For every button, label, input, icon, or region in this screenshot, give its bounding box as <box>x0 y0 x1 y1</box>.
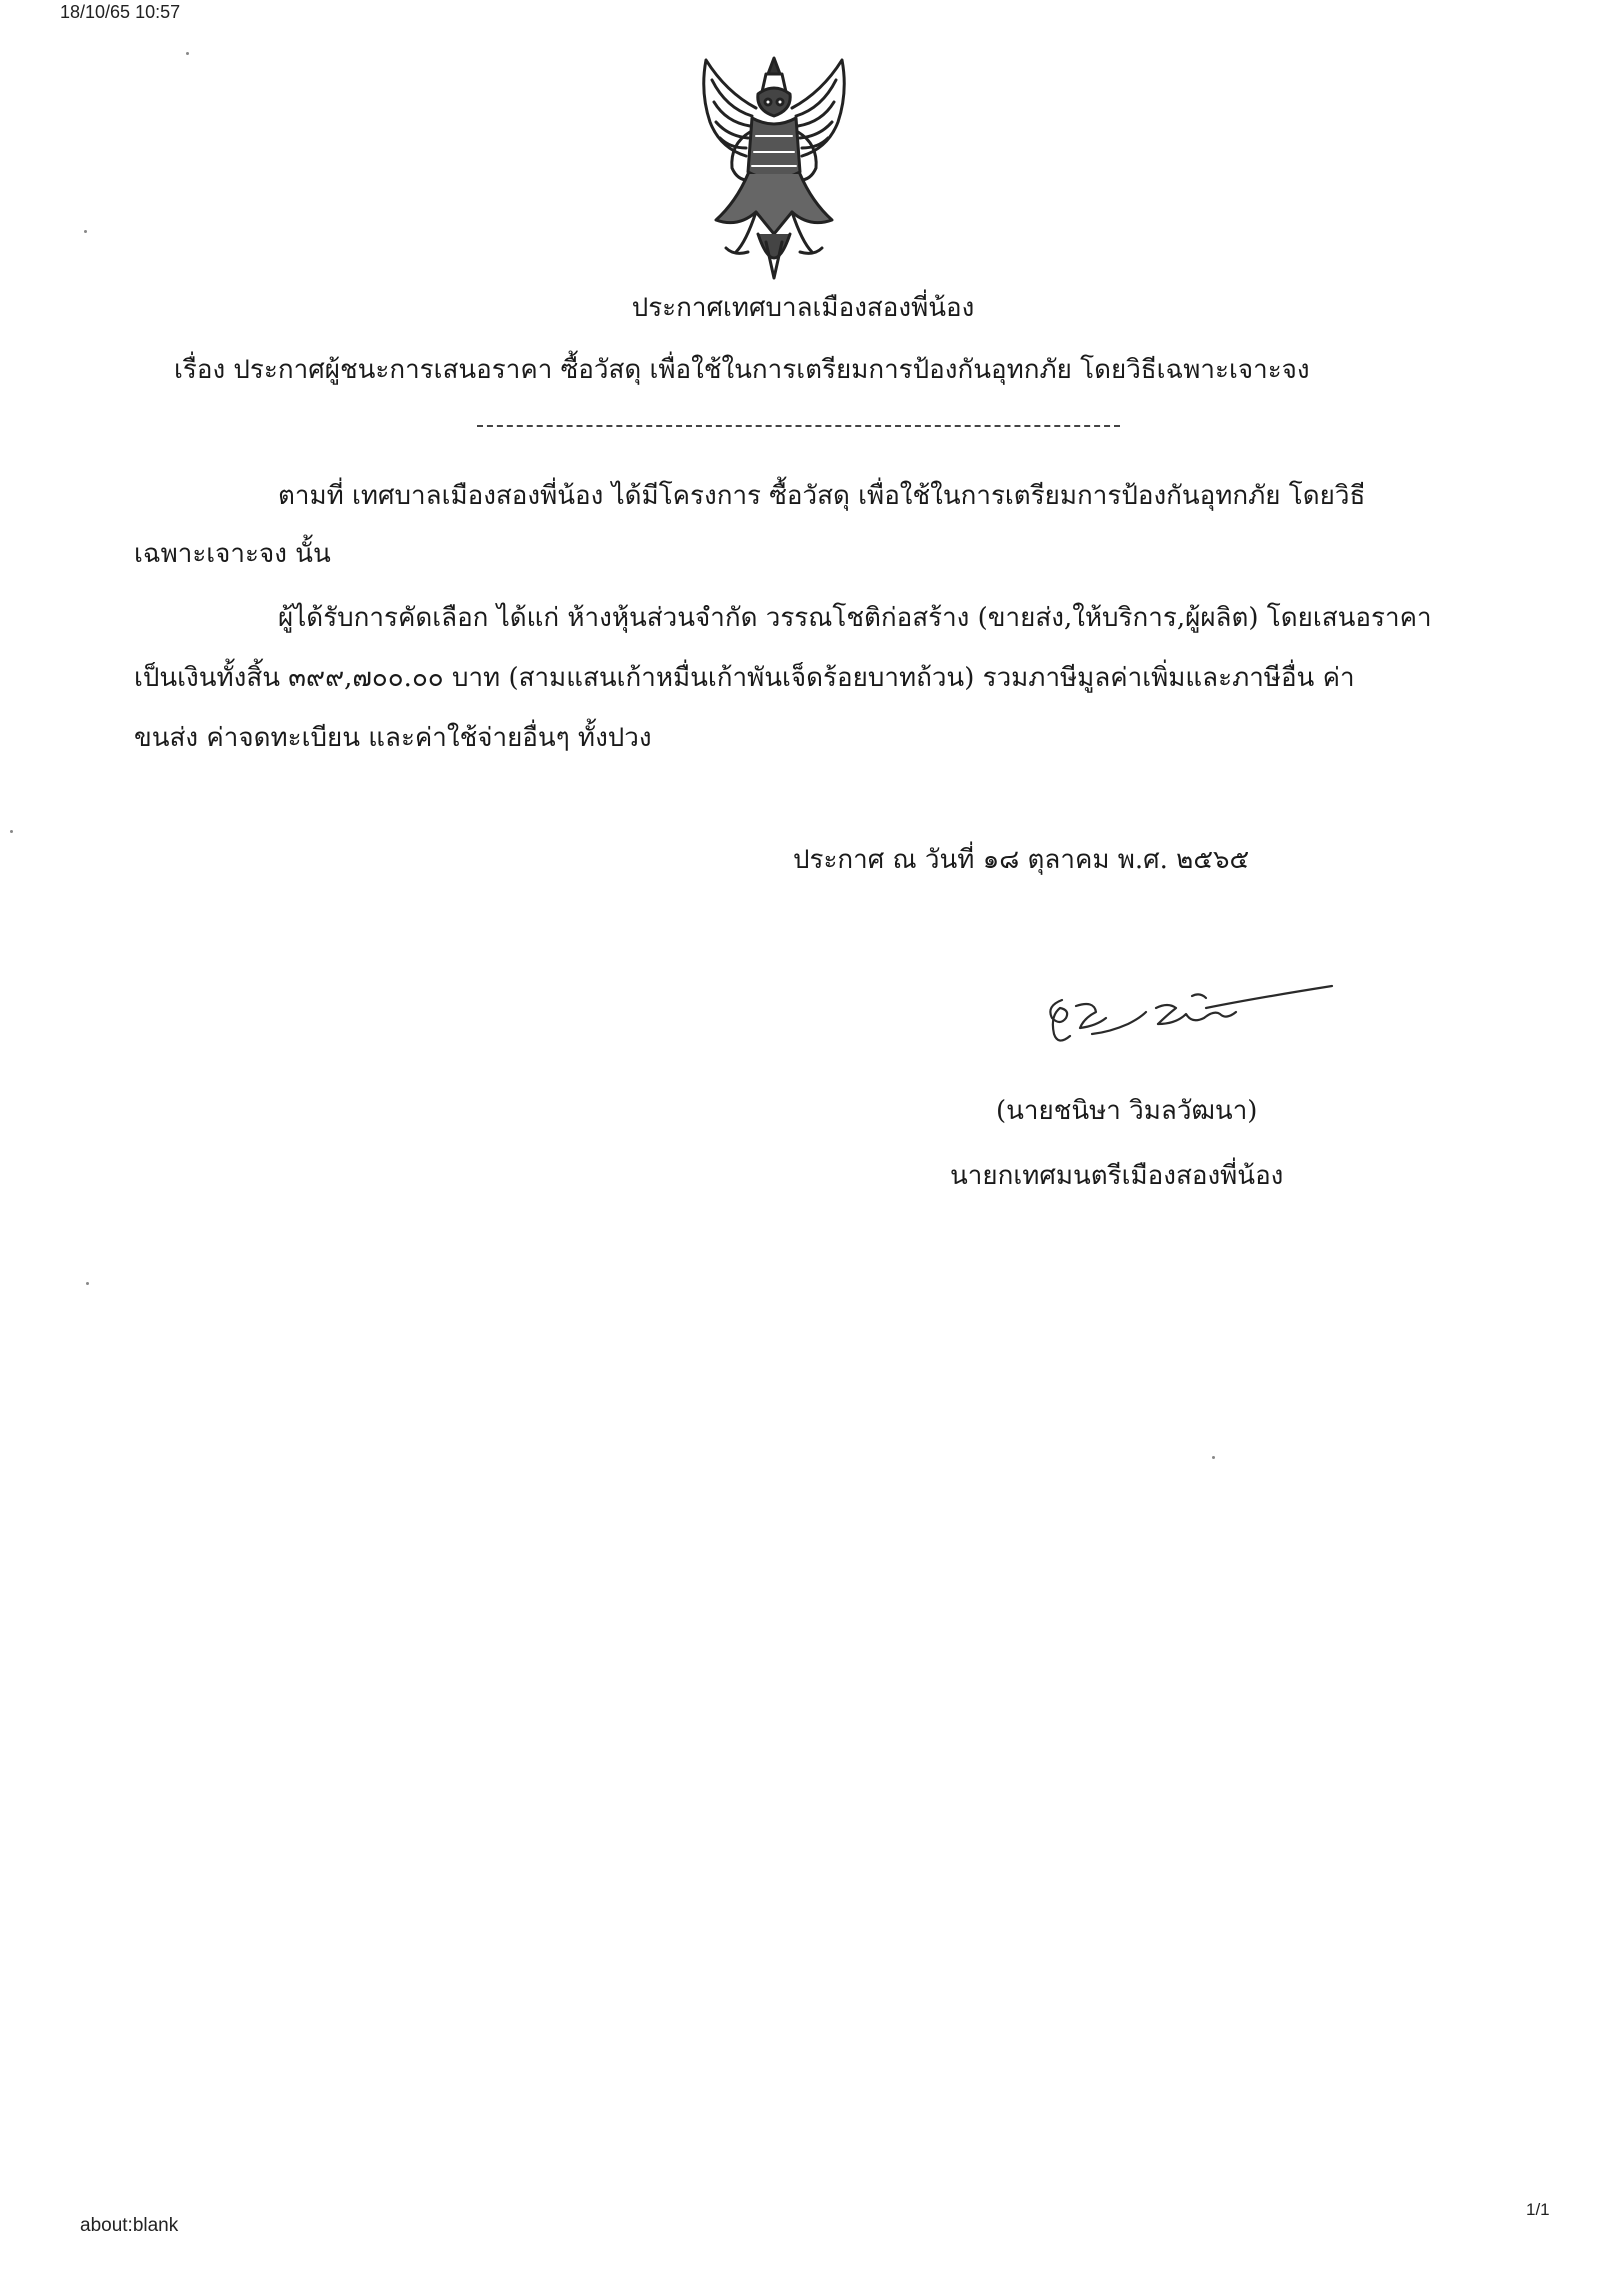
scan-speck <box>1212 1456 1215 1459</box>
handwritten-signature-icon <box>1036 962 1336 1062</box>
separator-line <box>477 425 1120 427</box>
print-header-datetime: 18/10/65 10:57 <box>60 2 181 22</box>
signer-position: นายกเทศมนตรีเมืองสองพี่น้อง <box>950 1161 1284 1191</box>
scan-speck <box>186 52 189 55</box>
signer-name: (นายชนิษา วิมลวัฒนา) <box>996 1096 1258 1126</box>
paragraph2-line1: ผู้ได้รับการคัดเลือก ได้แก่ ห้างหุ้นส่วนจำกัด วรรณโชติก่อสร้าง (ขายส่ง,ให้บริการ,ผู้ผลิต) โดยเสนอราคา <box>278 603 1432 633</box>
print-footer-page: 1/1 <box>1526 2200 1550 2219</box>
paragraph2-line2: เป็นเงินทั้งสิ้น ๓๙๙,๗๐๐.๐๐ บาท (สามแสนเก้าหมื่นเก้าพันเจ็ดร้อยบาทถ้วน) รวมภาษีมูลค่าเพิ่มและภาษีอื่น ค่า <box>134 663 1355 693</box>
scan-speck <box>10 830 13 833</box>
paragraph1-line2: เฉพาะเจาะจง นั้น <box>134 539 331 569</box>
print-footer-url: about:blank <box>80 2215 179 2236</box>
announcement-date: ประกาศ ณ วันที่ ๑๘ ตุลาคม พ.ศ. ๒๕๖๕ <box>793 845 1250 875</box>
announcement-title: ประกาศเทศบาลเมืองสองพี่น้อง <box>631 293 975 323</box>
announcement-subject: เรื่อง ประกาศผู้ชนะการเสนอราคา ซื้อวัสดุ เพื่อใช้ในการเตรียมการป้องกันอุทกภัย โดยวิธีเฉพาะเจาะจง <box>174 355 1310 385</box>
paragraph1-line1: ตามที่ เทศบาลเมืองสองพี่น้อง ได้มีโครงการ ซื้อวัสดุ เพื่อใช้ในการเตรียมการป้องกันอุทกภัย โดยวิธี <box>278 481 1366 511</box>
scan-speck <box>86 1282 89 1285</box>
paragraph2-line3: ขนส่ง ค่าจดทะเบียน และค่าใช้จ่ายอื่นๆ ทั้งปวง <box>134 723 652 753</box>
garuda-emblem-icon <box>686 52 862 290</box>
scan-speck <box>84 230 87 233</box>
